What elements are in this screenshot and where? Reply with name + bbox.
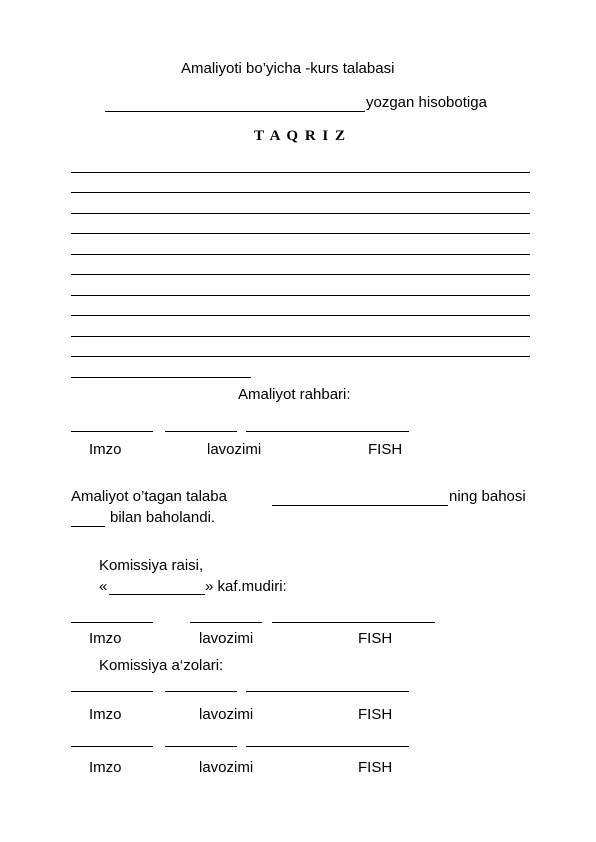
review-line — [71, 192, 530, 193]
name-blank — [272, 622, 435, 623]
name-blank — [246, 746, 409, 747]
commission-members-label: Komissiya a‘zolari: — [99, 657, 224, 674]
position-blank — [165, 691, 237, 692]
department-blank — [109, 594, 205, 595]
name-caption: FISH — [358, 630, 393, 647]
signature-blank — [71, 746, 153, 747]
name-blank — [246, 431, 409, 432]
signature-caption: Imzo — [89, 441, 122, 458]
grade-blank — [71, 526, 105, 527]
supervisor-label: Amaliyot rahbari: — [238, 386, 351, 403]
header-line-2-suffix: yozgan hisobotiga — [366, 94, 487, 111]
grade-text-part3: bilan baholandi. — [110, 509, 216, 526]
name-caption: FISH — [368, 441, 403, 458]
signature-caption: Imzo — [89, 759, 122, 776]
review-line — [71, 172, 530, 173]
name-caption: FISH — [358, 759, 393, 776]
student-name-blank — [105, 111, 365, 112]
review-line-short — [71, 377, 251, 378]
header-line-1: Amaliyoti bo’yicha -kurs talabasi — [181, 60, 395, 77]
dept-prefix: « — [99, 578, 108, 595]
review-line — [71, 254, 530, 255]
signature-blank — [71, 691, 153, 692]
position-blank — [165, 746, 237, 747]
review-line — [71, 295, 530, 296]
grade-text-part2: ning bahosi — [449, 488, 526, 505]
commission-chair-label: Komissiya raisi, — [99, 557, 204, 574]
signature-caption: Imzo — [89, 706, 122, 723]
review-line — [71, 274, 530, 275]
review-line — [71, 356, 530, 357]
position-caption: lavozimi — [199, 706, 254, 723]
dept-suffix: » kaf.mudiri: — [205, 578, 287, 595]
student-blank — [272, 505, 448, 506]
position-caption: lavozimi — [207, 441, 262, 458]
position-blank — [190, 622, 262, 623]
review-line — [71, 336, 530, 337]
position-caption: lavozimi — [199, 630, 254, 647]
signature-caption: Imzo — [89, 630, 122, 647]
signature-blank — [71, 622, 153, 623]
position-caption: lavozimi — [199, 759, 254, 776]
position-blank — [165, 431, 237, 432]
name-caption: FISH — [358, 706, 393, 723]
name-blank — [246, 691, 409, 692]
review-line — [71, 233, 530, 234]
grade-text-part1: Amaliyot o’tagan talaba — [71, 488, 227, 505]
review-line — [71, 213, 530, 214]
page-title: T A Q R I Z — [254, 128, 347, 144]
review-line — [71, 315, 530, 316]
signature-blank — [71, 431, 153, 432]
